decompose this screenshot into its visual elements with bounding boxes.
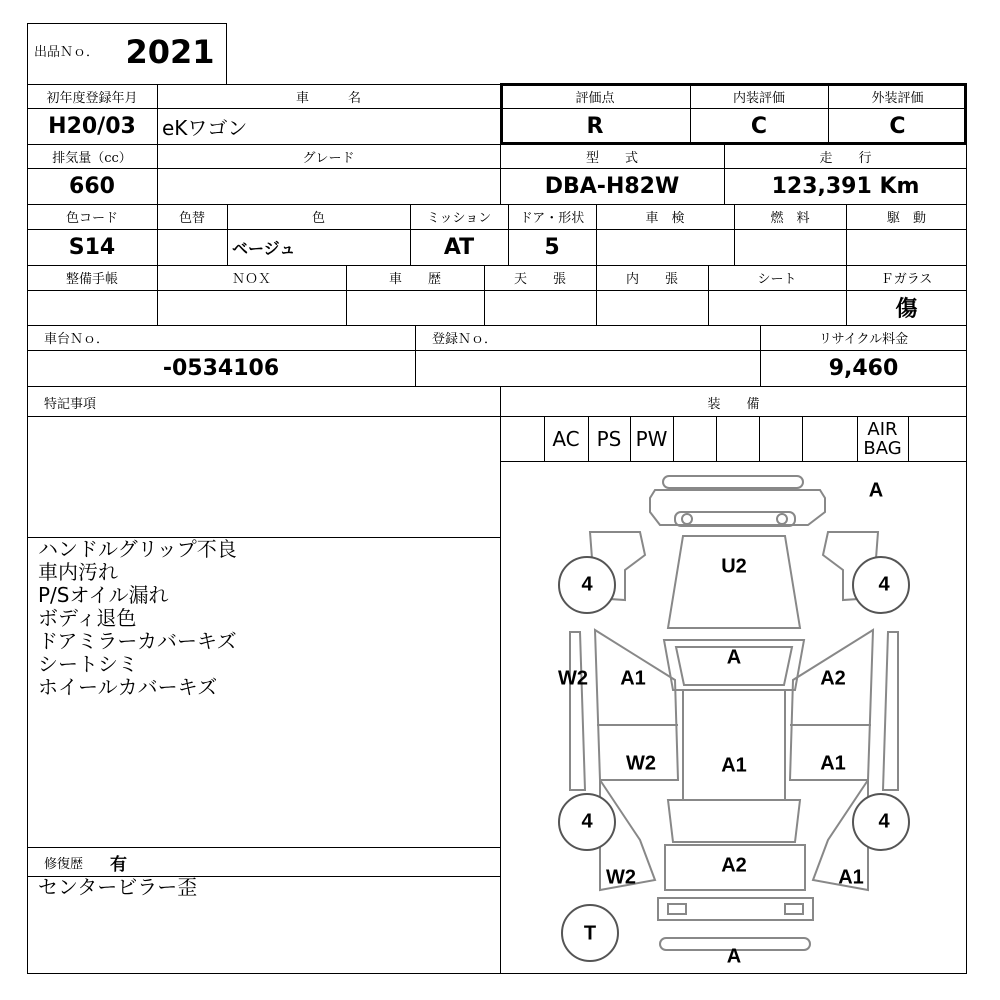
car-damage-diagram (501, 462, 966, 973)
repaint-label: 色替 (178, 211, 205, 226)
note-item: 車内汚れ (38, 560, 118, 584)
rear-window-outline (668, 800, 800, 842)
car-name-value: eKワゴン (162, 115, 248, 140)
roof-outline (683, 690, 785, 800)
damage-trunk: A2 (721, 854, 747, 877)
damage-left-fender: W2 (558, 667, 588, 690)
first-reg-label: 初年度登録年月 (46, 90, 138, 106)
service-book-label: 整備手帳 (65, 272, 118, 287)
color-label: 色 (311, 211, 325, 226)
inspection-label: 車 検 (645, 211, 685, 226)
note-item: ドアミラーカバーキズ (38, 629, 237, 653)
notes-list (38, 538, 493, 699)
taillight-left (668, 904, 686, 914)
hood-outline (668, 536, 800, 628)
mileage-value: 123,391 Km (771, 173, 920, 199)
exterior-label: 外装評価 (871, 90, 924, 106)
recycle-value: 9,460 (828, 355, 899, 381)
note-item: ホイールカバーキズ (38, 675, 218, 699)
displacement-label: 排気量（cc） (52, 150, 132, 166)
damage-roof: A1 (721, 754, 747, 777)
tire-left-front-value: 4 (581, 573, 593, 596)
model-value: DBA-H82W (544, 173, 680, 199)
damage-front-bumper: A (868, 479, 884, 502)
front-glass-value: 傷 (895, 297, 918, 322)
model-label: 型 式 (585, 150, 638, 166)
equip-airbag (857, 416, 908, 461)
chassis-value: -0534106 (162, 355, 280, 381)
repair-history-label: 修復歴 (44, 856, 84, 872)
damage-left-front-door: A1 (620, 667, 646, 690)
color-value: ベージュ (232, 238, 296, 258)
color-code-value: S14 (68, 234, 116, 260)
recycle-label: リサイクル料金 (818, 332, 909, 347)
fuel-label: 燃 料 (770, 211, 810, 226)
note-item: ハンドルグリップ不良 (38, 537, 237, 561)
door-value: 5 (544, 234, 560, 260)
mission-value: AT (443, 234, 475, 260)
front-panel-outline (650, 490, 825, 525)
damage-hood: U2 (721, 555, 747, 578)
equip-ac: AC (552, 426, 580, 451)
seat-label: シート (757, 272, 797, 287)
spare-tire-value: T (583, 922, 597, 945)
chassis-label: 車台Ｎｏ． (44, 332, 110, 347)
equipment-label: 装 備 (707, 396, 760, 412)
equip-pw: PW (635, 426, 668, 451)
damage-windshield: A (726, 646, 742, 669)
lot-number: 2021 (125, 33, 215, 71)
front-glass-label: Ｆガラス (880, 272, 933, 287)
lot-label: 出品Ｎｏ． (34, 44, 100, 60)
rear-panel-outline (658, 898, 813, 920)
regno-label: 登録Ｎｏ． (432, 332, 498, 347)
interior-value: C (750, 113, 768, 139)
headlight-left (682, 514, 692, 524)
history-label: 車 歴 (388, 272, 441, 287)
right-sill-outline (883, 632, 898, 790)
note-item: シートシミ (38, 652, 138, 676)
airbag-text: AIR BAG (863, 418, 902, 459)
interior-label: 内装評価 (732, 90, 785, 106)
mission-label: ミッション (426, 211, 492, 226)
damage-right-front-door: A2 (820, 667, 846, 690)
damage-left-rear-door: W2 (626, 752, 656, 775)
tire-right-rear-value: 4 (878, 810, 890, 833)
drive-label: 駆 動 (886, 211, 926, 226)
damage-rear-bumper: A (726, 945, 742, 968)
first-reg-value: H20/03 (48, 113, 136, 139)
front-bumper-outline (663, 476, 803, 488)
mileage-label: 走 行 (819, 150, 872, 166)
tire-right-front-value: 4 (878, 573, 890, 596)
car-name-label: 車 名 (295, 90, 361, 106)
notes-label: 特記事項 (44, 396, 97, 412)
grade-label: グレード (302, 150, 355, 166)
door-label: ドア・形状 (519, 211, 585, 226)
inner-lining-label: 内 張 (625, 272, 678, 287)
tire-left-rear-value: 4 (581, 810, 593, 833)
repair-history-value: 有 (110, 854, 127, 875)
score-label: 評価点 (575, 90, 615, 106)
nox-label: ＮＯＸ (231, 272, 271, 287)
damage-right-quarter: A1 (838, 866, 864, 889)
note-item: P/Sオイル漏れ (38, 583, 169, 607)
note-item: ボディ退色 (38, 606, 137, 630)
damage-left-quarter: W2 (606, 866, 636, 889)
left-sill-outline (570, 632, 585, 790)
color-code-label: 色コード (65, 211, 118, 226)
repair-note: センタービラー歪 (38, 875, 198, 899)
grade-value (157, 168, 500, 204)
damage-right-rear-door: A1 (820, 752, 846, 775)
headlight-right (777, 514, 787, 524)
taillight-right (785, 904, 803, 914)
exterior-value: C (889, 113, 906, 139)
roof-lining-label: 天 張 (513, 272, 566, 287)
displacement-value: 660 (69, 173, 115, 199)
score-value: R (586, 113, 604, 139)
equip-ps: PS (596, 426, 622, 451)
